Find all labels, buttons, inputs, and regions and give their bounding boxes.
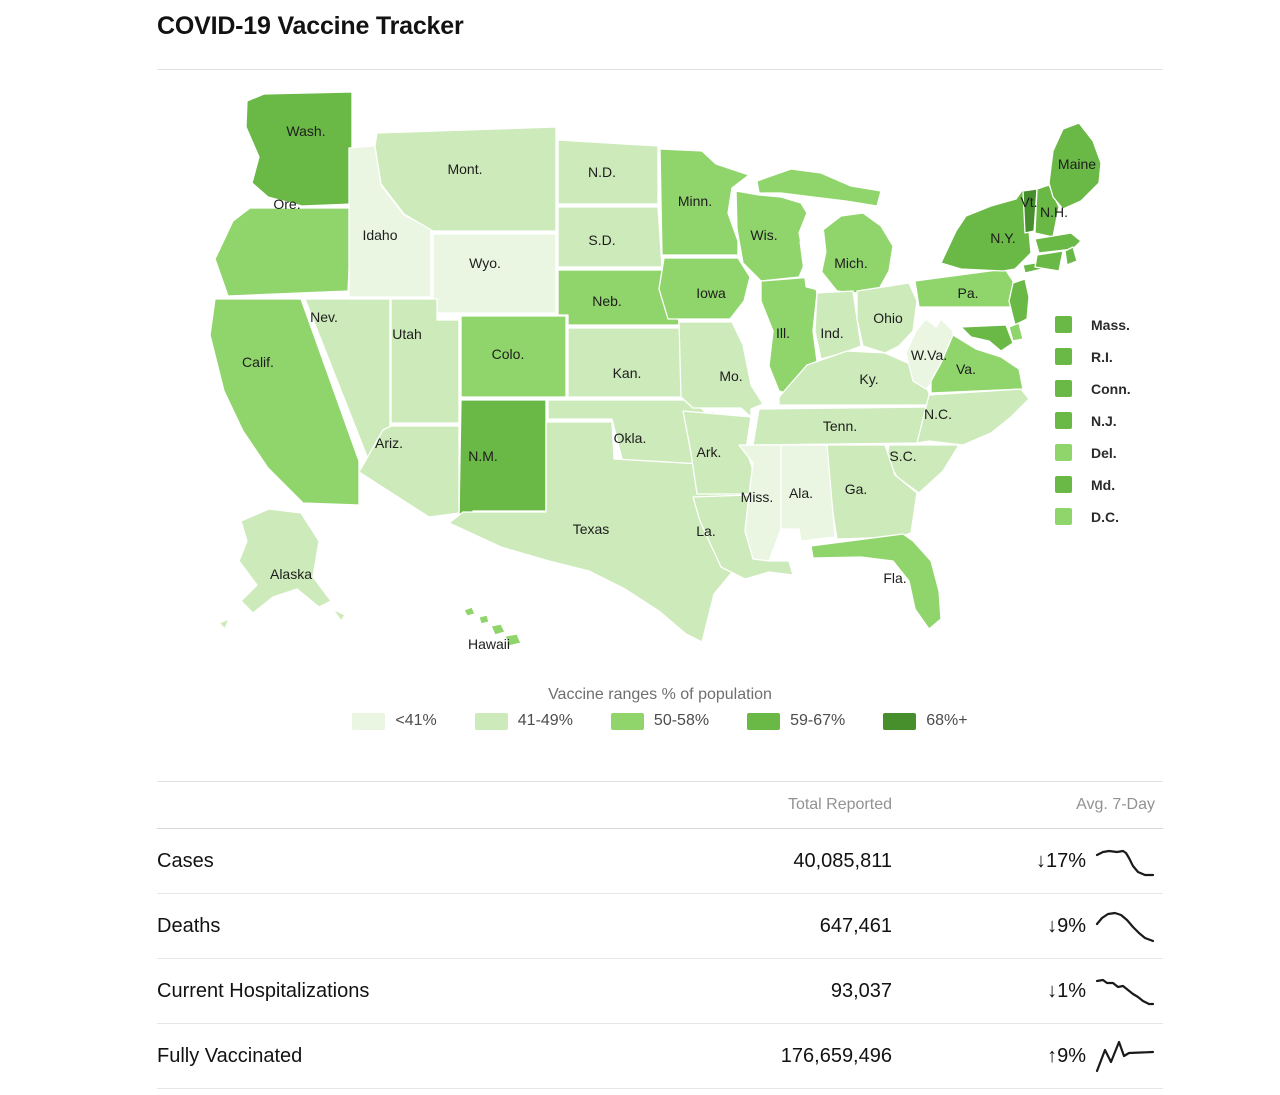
state-label-PA: Pa. <box>957 285 979 301</box>
sparkline <box>1095 973 1155 1009</box>
state-label-NY: N.Y. <box>990 230 1016 246</box>
legend-swatch <box>1055 380 1072 397</box>
us-choropleth-map <box>205 85 1115 660</box>
state-KS[interactable] <box>568 328 691 397</box>
state-label-AZ: Ariz. <box>375 435 403 451</box>
sparkline <box>1095 908 1155 944</box>
table-row-cases <box>157 829 1163 894</box>
legend-swatch <box>1055 444 1072 461</box>
state-label-WI: Wis. <box>750 227 778 243</box>
small-state-label: Md. <box>1091 476 1116 493</box>
vaccine-range-legend <box>157 712 1163 730</box>
state-label-AK: Alaska <box>269 566 313 582</box>
row-label: Current Hospitalizations <box>157 979 370 1002</box>
divider <box>157 69 1163 70</box>
state-label-ND: N.D. <box>588 164 616 180</box>
state-WA[interactable] <box>246 92 352 206</box>
small-state-legend-item <box>1055 380 1131 397</box>
small-state-legend-item <box>1055 348 1131 365</box>
range-legend-item <box>475 712 573 730</box>
state-label-TX: Texas <box>572 521 610 537</box>
sparkline <box>1095 843 1155 879</box>
state-label-LA: La. <box>696 523 716 539</box>
state-label-NE: Neb. <box>592 293 622 309</box>
legend-swatch <box>883 713 916 730</box>
state-HI[interactable] <box>479 615 489 624</box>
trend-value: ↑9% <box>1047 1044 1086 1067</box>
small-state-label: N.J. <box>1091 412 1117 429</box>
row-label: Fully Vaccinated <box>157 1044 303 1067</box>
range-legend-item <box>352 712 436 730</box>
state-AK[interactable] <box>239 509 331 613</box>
small-state-label: Del. <box>1091 444 1117 461</box>
state-label-VA: Va. <box>956 361 976 377</box>
range-label: 59-67% <box>790 712 846 729</box>
map-legend-title: Vaccine ranges % of population <box>548 686 772 703</box>
state-label-MS: Miss. <box>740 489 774 505</box>
state-UT[interactable] <box>391 299 459 423</box>
range-label: <41% <box>395 712 437 729</box>
trend-value: ↓9% <box>1047 914 1086 937</box>
legend-swatch <box>747 713 780 730</box>
state-label-KS: Kan. <box>612 365 642 381</box>
range-label: 41-49% <box>517 712 573 729</box>
trend-value: ↓1% <box>1047 979 1086 1002</box>
state-label-AL: Ala. <box>788 485 814 501</box>
state-label-UT: Utah <box>392 326 422 342</box>
small-state-label: Mass. <box>1091 316 1130 333</box>
state-NY[interactable] <box>941 189 1031 271</box>
state-OR[interactable] <box>215 208 352 296</box>
state-label-VT: Vt. <box>1020 194 1038 210</box>
state-label-NV: Nev. <box>310 309 338 325</box>
state-label-MT: Mont. <box>447 161 483 177</box>
small-states-legend <box>1055 316 1131 540</box>
row-trend <box>892 973 1163 1009</box>
state-RI[interactable] <box>1065 247 1077 265</box>
legend-swatch <box>1055 508 1072 525</box>
state-NJ[interactable] <box>1009 279 1029 325</box>
state-label-CO: Colo. <box>491 346 525 362</box>
column-header-avg-7-day: Avg. 7-Day <box>1076 795 1155 813</box>
table-row-deaths <box>157 894 1163 959</box>
small-state-legend-item <box>1055 412 1131 429</box>
legend-swatch <box>1055 476 1072 493</box>
state-label-NC: N.C. <box>924 406 952 422</box>
state-label-NM: N.M. <box>468 448 498 464</box>
row-trend <box>892 908 1163 944</box>
legend-swatch <box>475 713 508 730</box>
state-AK[interactable] <box>219 619 229 629</box>
state-label-FL: Fla. <box>883 570 907 586</box>
state-label-SD: S.D. <box>588 232 616 248</box>
state-label-GA: Ga. <box>844 481 868 497</box>
row-total: 93,037 <box>830 979 892 1002</box>
state-label-TN: Tenn. <box>822 418 858 434</box>
state-MI[interactable] <box>819 213 893 293</box>
state-CT[interactable] <box>1035 251 1063 271</box>
state-label-SC: S.C. <box>889 448 917 464</box>
small-state-label: D.C. <box>1091 508 1119 525</box>
small-state-legend-item <box>1055 444 1131 461</box>
stats-table-header <box>157 781 1163 829</box>
row-trend <box>892 843 1163 879</box>
small-state-label: Conn. <box>1091 380 1131 397</box>
state-label-WY: Wyo. <box>469 255 501 271</box>
state-label-OH: Ohio <box>873 310 903 326</box>
stats-table <box>157 829 1163 1089</box>
state-label-ME: Maine <box>1057 156 1097 172</box>
range-legend-item <box>611 712 709 730</box>
row-label: Cases <box>157 849 214 872</box>
trend-value: ↓17% <box>1035 849 1086 872</box>
legend-swatch <box>1055 316 1072 333</box>
state-AK[interactable] <box>333 609 345 621</box>
legend-swatch <box>611 713 644 730</box>
small-state-legend-item <box>1055 316 1131 333</box>
row-total: 647,461 <box>819 914 892 937</box>
small-state-legend-item <box>1055 508 1131 525</box>
row-total: 176,659,496 <box>780 1044 892 1067</box>
row-trend <box>892 1038 1163 1074</box>
state-label-IN: Ind. <box>820 325 844 341</box>
state-label-NH: N.H. <box>1040 204 1068 220</box>
state-WY[interactable] <box>433 234 556 313</box>
state-label-AR: Ark. <box>696 444 722 460</box>
state-label-WV: W.Va. <box>910 347 948 363</box>
state-label-CA: Calif. <box>242 354 274 370</box>
state-label-WA: Wash. <box>286 123 326 139</box>
state-label-ID: Idaho <box>362 227 398 243</box>
sparkline <box>1095 1038 1155 1074</box>
state-HI[interactable] <box>491 624 505 635</box>
range-label: 50-58% <box>653 712 710 729</box>
range-label: 68%+ <box>926 712 968 729</box>
state-label-MN: Minn. <box>677 193 713 209</box>
table-row-fully-vaccinated <box>157 1024 1163 1089</box>
state-HI[interactable] <box>464 607 475 616</box>
column-header-total-reported: Total Reported <box>787 795 892 813</box>
state-label-MO: Mo. <box>719 368 743 384</box>
table-row-hospitalizations <box>157 959 1163 1024</box>
state-label-KY: Ky. <box>859 371 879 387</box>
row-total: 40,085,811 <box>793 849 892 872</box>
small-state-label: R.I. <box>1091 348 1113 365</box>
state-label-OK: Okla. <box>613 430 647 446</box>
state-label-IL: Ill. <box>776 325 790 341</box>
state-label-OR: Ore. <box>273 196 301 212</box>
range-legend-item <box>747 712 845 730</box>
legend-swatch <box>1055 348 1072 365</box>
small-state-legend-item <box>1055 476 1131 493</box>
state-label-IA: Iowa <box>696 285 726 301</box>
range-legend-item <box>883 712 967 730</box>
state-label-MI: Mich. <box>834 255 868 271</box>
row-label: Deaths <box>157 914 221 937</box>
page-title: COVID-19 Vaccine Tracker <box>157 12 464 40</box>
legend-swatch <box>352 713 385 730</box>
state-label-HI: Hawaii <box>467 636 511 652</box>
state-FL[interactable] <box>811 534 941 629</box>
legend-swatch <box>1055 412 1072 429</box>
